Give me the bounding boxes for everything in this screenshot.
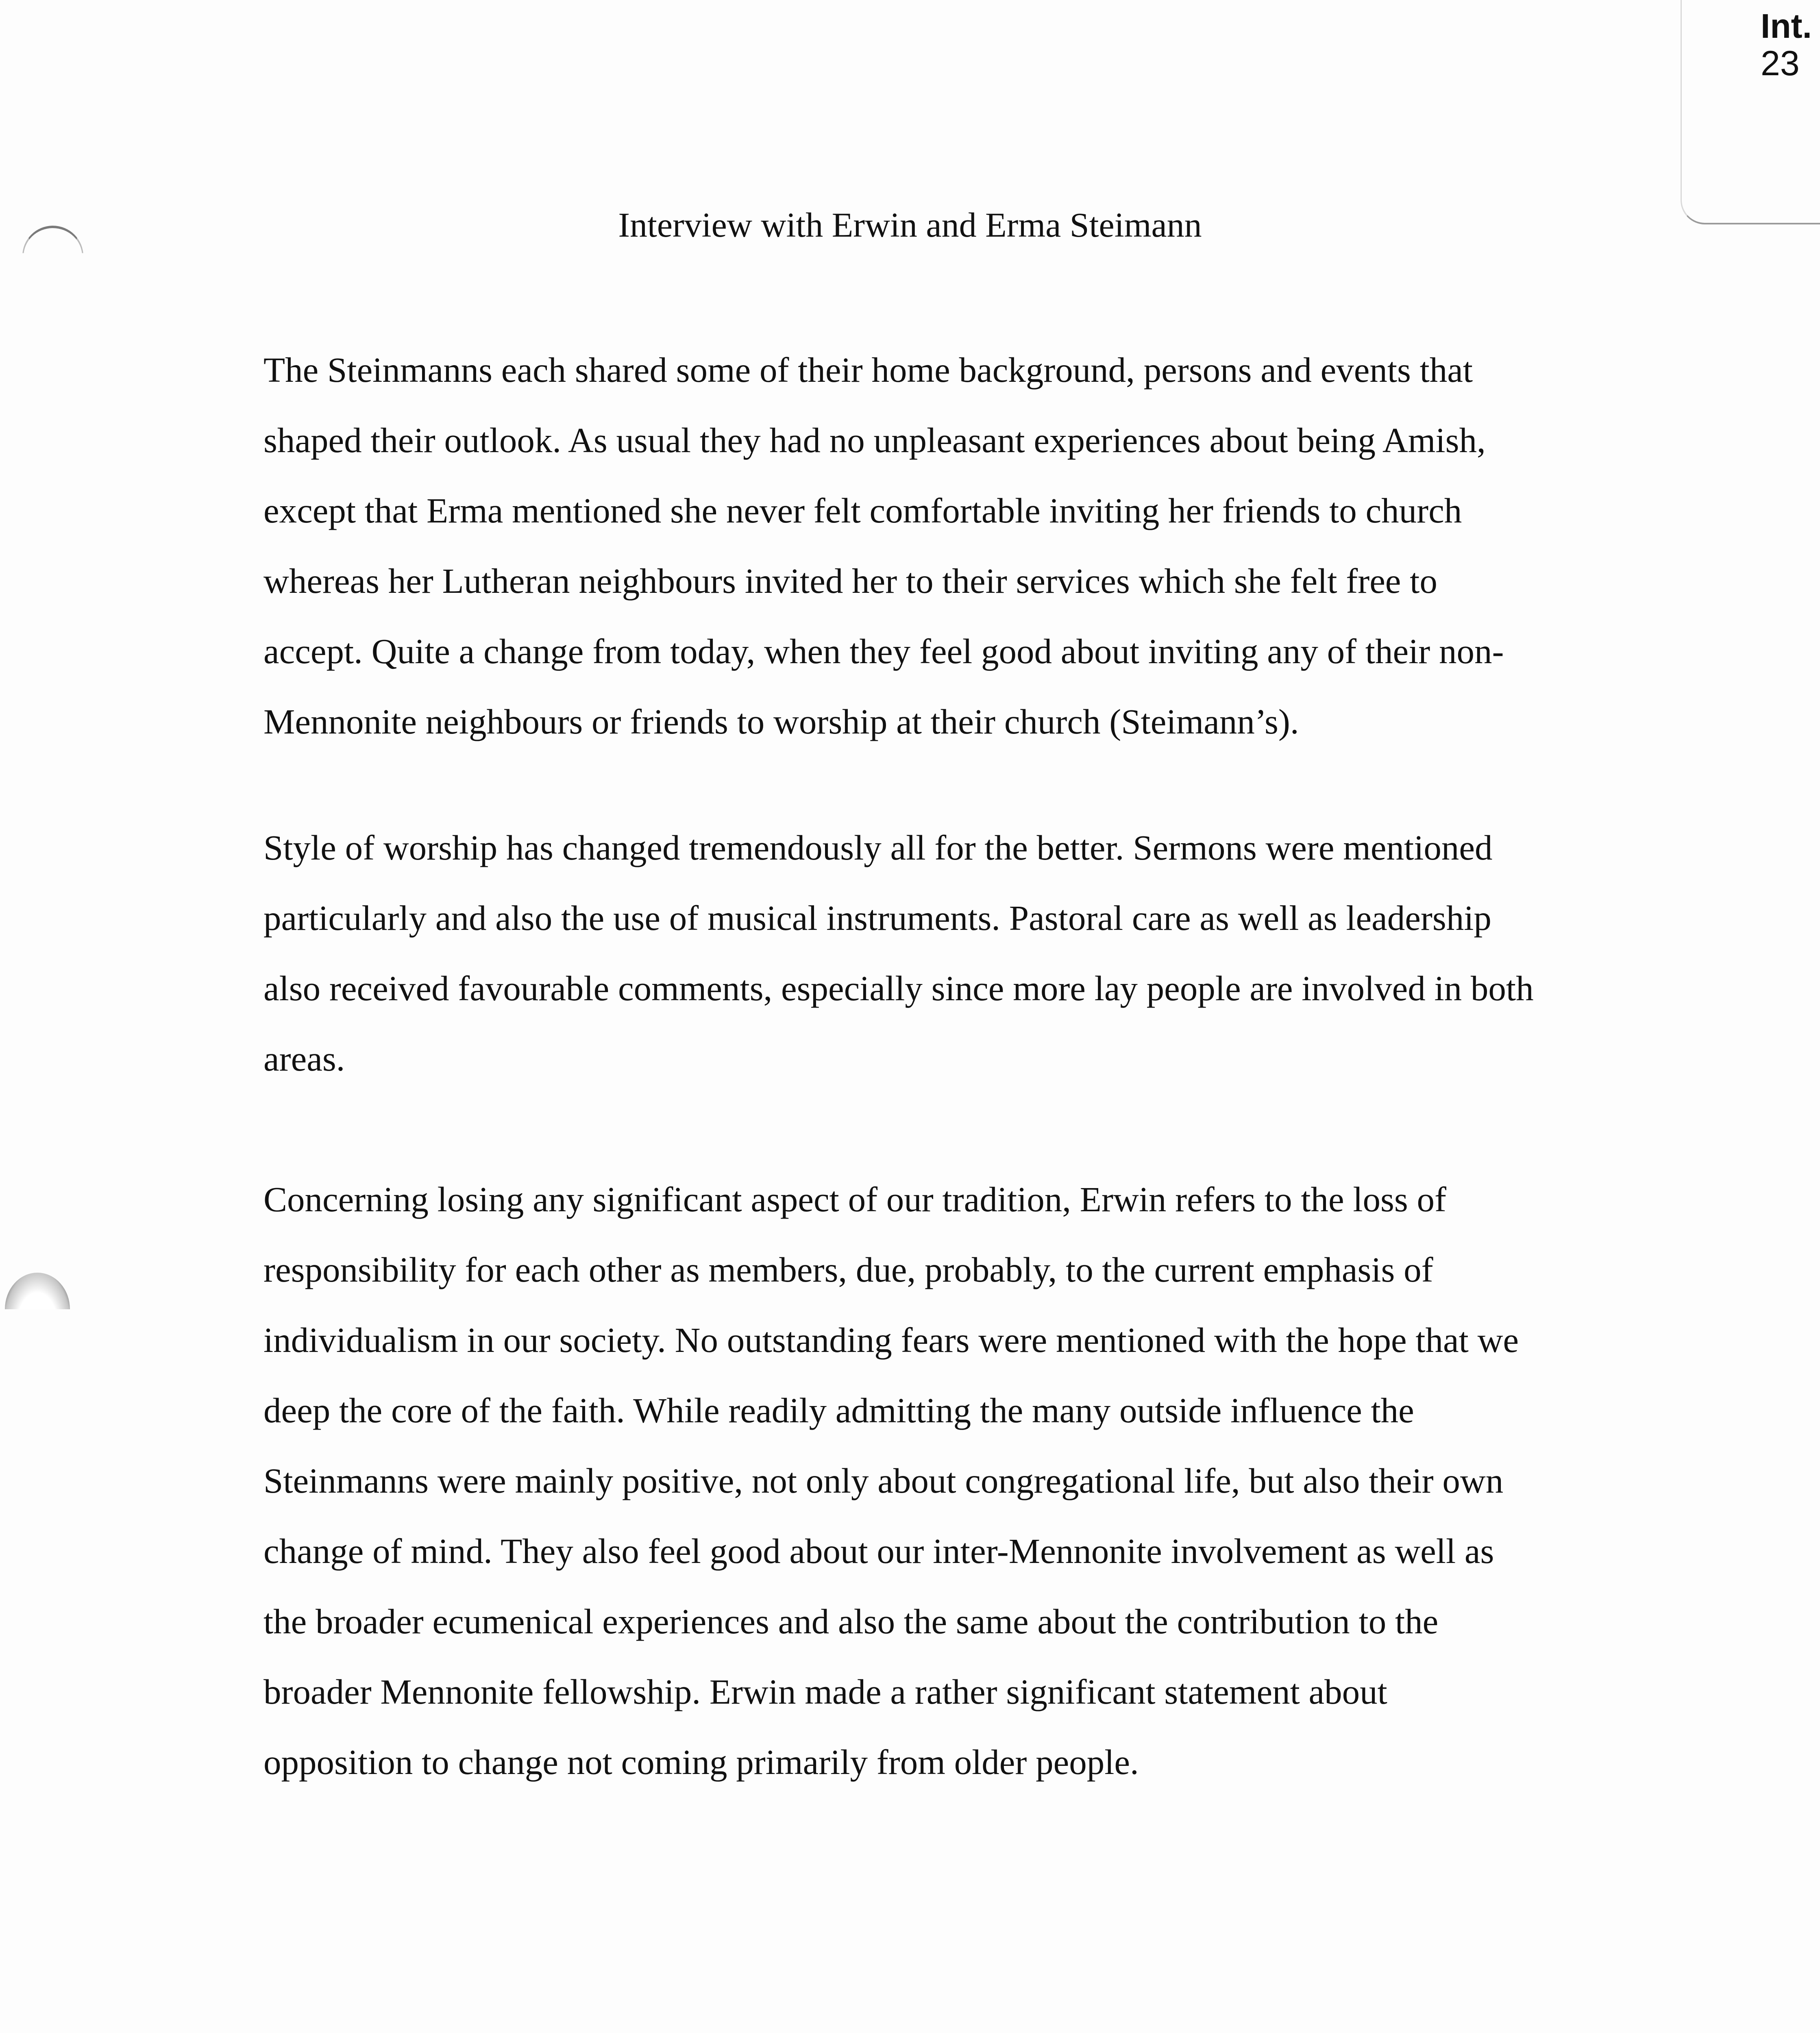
- text-line: opposition to change not coming primarily from older people.: [263, 1742, 1139, 1782]
- text-line: the broader ecumenical experiences and also the same about the contribution to the: [263, 1602, 1439, 1641]
- text-line: Style of worship has changed tremendously all for the better. Sermons were mentioned: [263, 828, 1493, 867]
- text-line: The Steinmanns each shared some of their home background, persons and events that: [263, 350, 1473, 390]
- text-line: except that Erma mentioned she never felt comfortable inviting her friends to church: [263, 491, 1462, 530]
- text-line: whereas her Lutheran neighbours invited her to their services which she felt free to: [263, 561, 1437, 601]
- text-line: deep the core of the faith. While readily admitting the many outside influence the: [263, 1391, 1414, 1430]
- document-title: Interview with Erwin and Erma Steimann: [618, 205, 1202, 244]
- text-line: accept. Quite a change from today, when they feel good about inviting any of their non-: [263, 631, 1504, 671]
- index-tab-number: 23: [1761, 44, 1800, 83]
- index-tab-prefix: Int.: [1761, 7, 1812, 45]
- paragraph-3: [263, 1177, 1744, 1810]
- text-line: areas.: [263, 1039, 345, 1078]
- hole-punch-mark: [5, 1273, 70, 1346]
- text-line: also received favourable comments, especially since more lay people are involved in both: [263, 969, 1534, 1008]
- text-line: individualism in our society. No outstanding fears were mentioned with the hope that we: [263, 1320, 1519, 1360]
- text-line: Concerning losing any significant aspect of our tradition, Erwin refers to the loss of: [263, 1180, 1446, 1219]
- text-line: Steinmanns were mainly positive, not only about congregational life, but also their own: [263, 1461, 1504, 1500]
- document-title-row: [0, 202, 1820, 247]
- paragraph-2: [263, 825, 1744, 1107]
- text-line: responsibility for each other as members, due, probably, to the current emphasis of: [263, 1250, 1433, 1289]
- text-line: Mennonite neighbours or friends to worship at their church (Steimann’s).: [263, 702, 1299, 741]
- text-line: broader Mennonite fellowship. Erwin made a rather significant statement about: [263, 1672, 1387, 1711]
- index-tab-label: [1761, 7, 1818, 82]
- paragraph-1: [263, 348, 1744, 770]
- text-line: shaped their outlook. As usual they had no unpleasant experiences about being Amish,: [263, 420, 1486, 460]
- text-line: particularly and also the use of musical instruments. Pastoral care as well as leadership: [263, 898, 1491, 938]
- text-line: change of mind. They also feel good about our inter-Mennonite involvement as well as: [263, 1531, 1494, 1571]
